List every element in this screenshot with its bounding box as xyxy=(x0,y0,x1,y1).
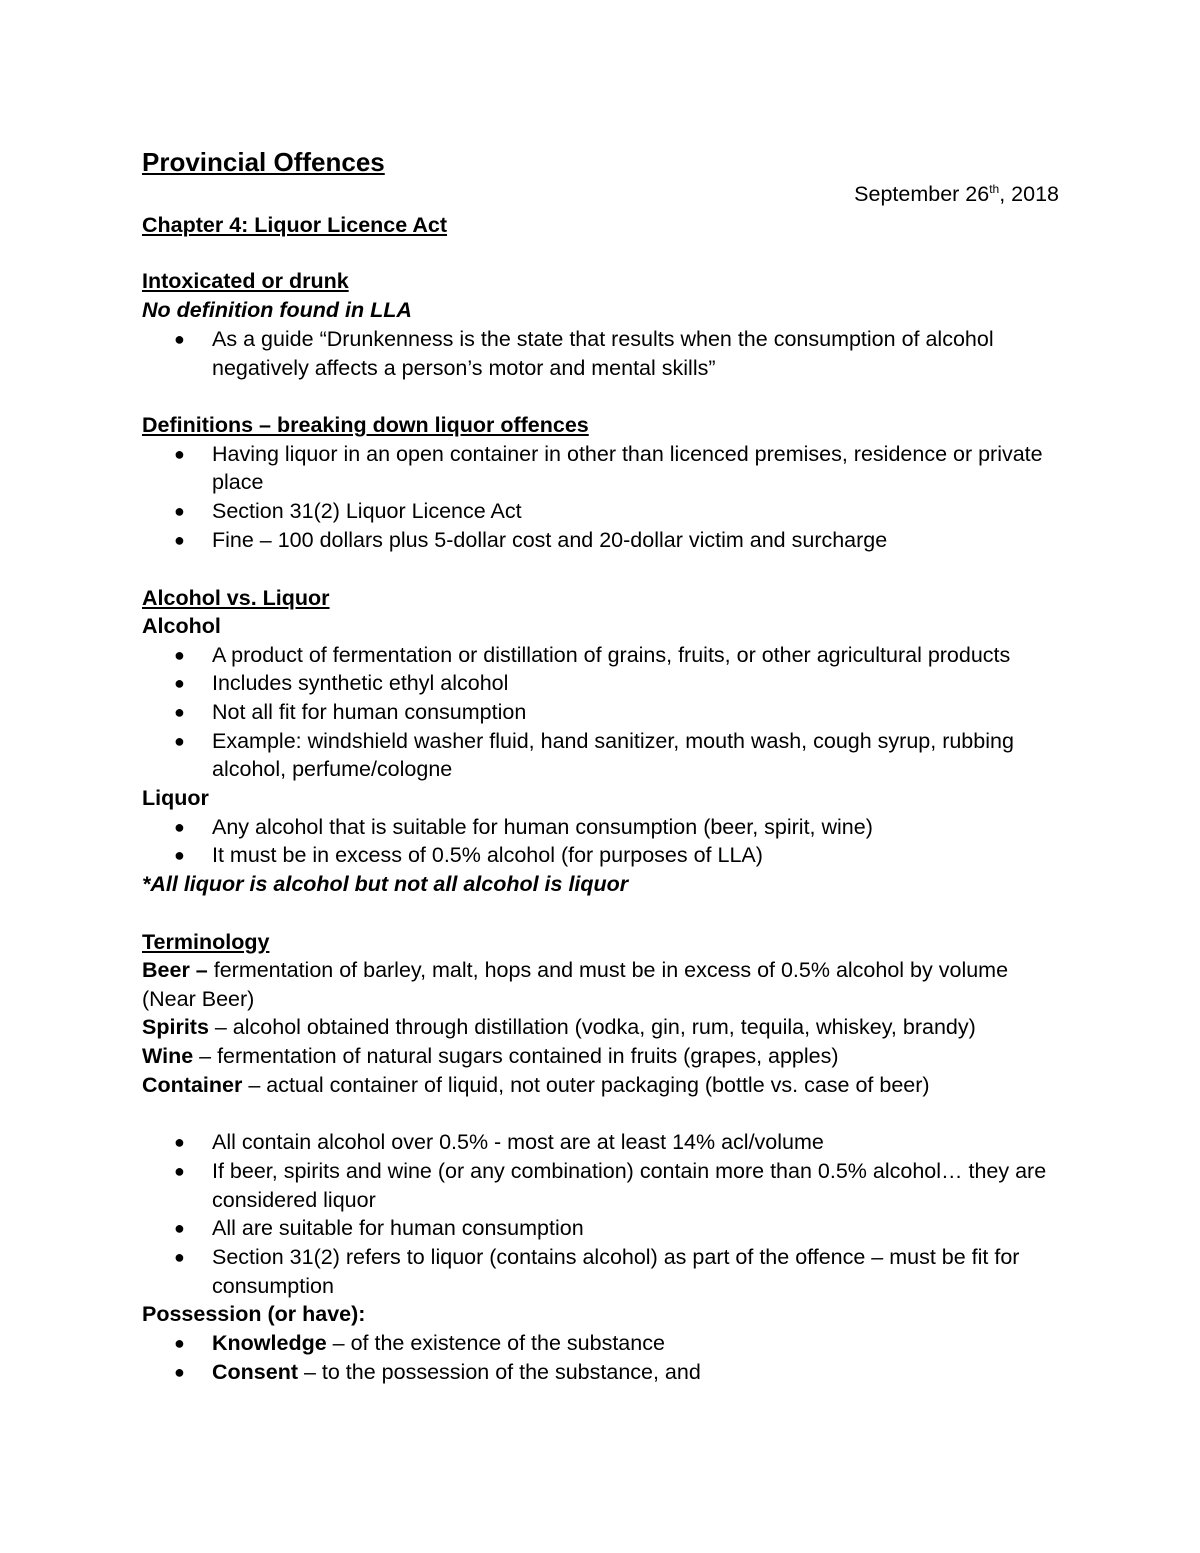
bullet-icon: ● xyxy=(174,817,185,837)
list-item: It must be in excess of 0.5% alcohol (for purposes of LLA) xyxy=(212,843,763,867)
list-item: As a guide “Drunkenness is the state that results when the consumption of alcohol xyxy=(212,327,994,351)
term-wine: Wine – fermentation of natural sugars contained in fruits (grapes, apples) xyxy=(142,1044,839,1068)
bullet-icon: ● xyxy=(174,1362,185,1382)
section-heading-intoxicated: Intoxicated or drunk xyxy=(142,269,349,293)
bullet-icon: ● xyxy=(174,645,185,665)
term-beer: Beer – fermentation of barley, malt, hops and must be in excess of 0.5% alcohol by volume xyxy=(142,958,1009,982)
bullet-icon: ● xyxy=(174,702,185,722)
list-item: Fine – 100 dollars plus 5-dollar cost and 20-dollar victim and surcharge xyxy=(212,528,888,552)
list-item: A product of fermentation or distillation of grains, fruits, or other agricultural products xyxy=(212,643,1011,667)
list-item-continued: negatively affects a person’s motor and mental skills” xyxy=(212,356,716,380)
section-heading-terminology: Terminology xyxy=(142,930,270,954)
list-item-continued: alcohol, perfume/cologne xyxy=(212,757,453,781)
possession-heading: Possession (or have): xyxy=(142,1302,366,1326)
list-item: Not all fit for human consumption xyxy=(212,700,527,724)
intoxicated-subheading: No definition found in LLA xyxy=(142,298,412,322)
section-heading-definitions: Definitions – breaking down liquor offences xyxy=(142,413,589,437)
alcohol-label: Alcohol xyxy=(142,614,221,638)
list-item: Having liquor in an open container in other than licenced premises, residence or private xyxy=(212,442,1043,466)
liquor-label: Liquor xyxy=(142,786,209,810)
document-date: September 26th, 2018 xyxy=(854,181,1059,206)
list-item: Section 31(2) Liquor Licence Act xyxy=(212,499,522,523)
possession-consent: Consent – to the possession of the substance, and xyxy=(212,1360,701,1384)
list-item: Any alcohol that is suitable for human consumption (beer, spirit, wine) xyxy=(212,815,873,839)
list-item: All contain alcohol over 0.5% - most are at least 14% acl/volume xyxy=(212,1130,824,1154)
bullet-icon: ● xyxy=(174,673,185,693)
bullet-icon: ● xyxy=(174,501,185,521)
list-item: Section 31(2) refers to liquor (contains alcohol) as part of the offence – must be fit for xyxy=(212,1245,1020,1269)
list-item: Example: windshield washer fluid, hand sanitizer, mouth wash, cough syrup, rubbing xyxy=(212,729,1014,753)
bullet-icon: ● xyxy=(174,444,185,464)
bullet-icon: ● xyxy=(174,731,185,751)
list-item-continued: considered liquor xyxy=(212,1188,376,1212)
liquor-note: *All liquor is alcohol but not all alcohol is liquor xyxy=(142,872,629,896)
list-item-continued: place xyxy=(212,470,264,494)
list-item: If beer, spirits and wine (or any combination) contain more than 0.5% alcohol… they are xyxy=(212,1159,1047,1183)
bullet-icon: ● xyxy=(174,1132,185,1152)
bullet-icon: ● xyxy=(174,1161,185,1181)
section-heading-alcohol-vs-liquor: Alcohol vs. Liquor xyxy=(142,586,330,610)
bullet-icon: ● xyxy=(174,1247,185,1267)
term-beer-continued: (Near Beer) xyxy=(142,987,255,1011)
term-spirits: Spirits – alcohol obtained through distillation (vodka, gin, rum, tequila, whiskey, brandy) xyxy=(142,1015,976,1039)
bullet-icon: ● xyxy=(174,1333,185,1353)
possession-knowledge: Knowledge – of the existence of the substance xyxy=(212,1331,665,1355)
list-item: Includes synthetic ethyl alcohol xyxy=(212,671,509,695)
term-container: Container – actual container of liquid, not outer packaging (bottle vs. case of beer) xyxy=(142,1073,930,1097)
bullet-icon: ● xyxy=(174,845,185,865)
bullet-icon: ● xyxy=(174,1218,185,1238)
list-item-continued: consumption xyxy=(212,1274,334,1298)
list-item: All are suitable for human consumption xyxy=(212,1216,584,1240)
page-title: Provincial Offences xyxy=(142,147,385,177)
bullet-icon: ● xyxy=(174,329,185,349)
bullet-icon: ● xyxy=(174,530,185,550)
chapter-heading: Chapter 4: Liquor Licence Act xyxy=(142,213,448,237)
